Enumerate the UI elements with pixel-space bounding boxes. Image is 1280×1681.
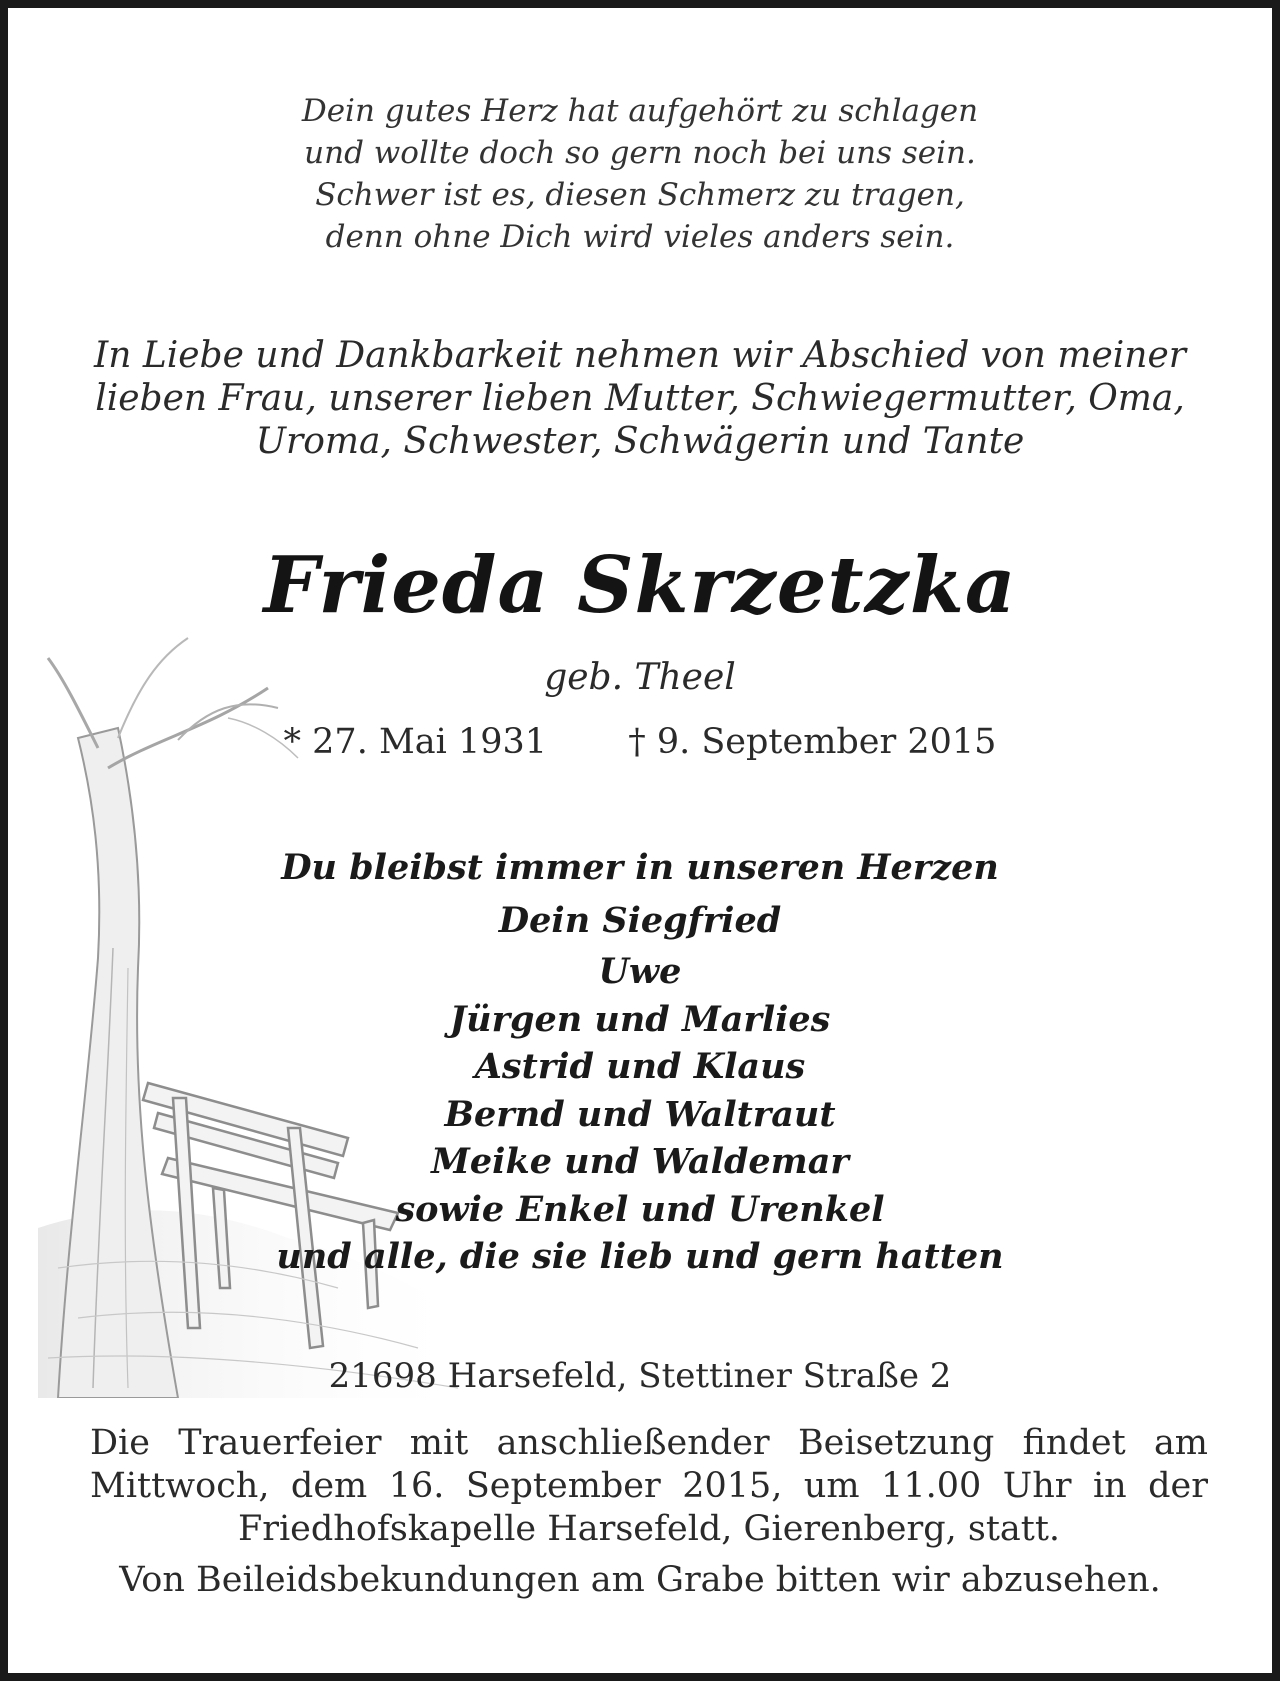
family-address: 21698 Harsefeld, Stettiner Straße 2 (328, 1356, 952, 1396)
deceased-name: Frieda Skrzetzka (263, 540, 1017, 631)
poem (8, 90, 1272, 258)
birth-date: * 27. Mai 1931 (283, 722, 548, 762)
life-dates (8, 720, 1272, 764)
intro-line: Uroma, Schwester, Schwägerin und Tante (255, 421, 1025, 462)
farewell-intro (8, 334, 1272, 463)
family-spouse: Dein Siegfried (498, 900, 782, 941)
family-member: Bernd und Waltraut (444, 1093, 836, 1135)
family-member: Jürgen und Marlies (449, 998, 831, 1040)
family-message: Du bleibst immer in unseren Herzen (281, 847, 999, 888)
intro-line: lieben Frau, unserer lieben Mutter, Schwiegermutter, Oma, (95, 378, 1185, 419)
poem-line: Dein gutes Herz hat aufgehört zu schlagen (301, 93, 979, 129)
poem-line: Schwer ist es, diesen Schmerz zu tragen, (315, 177, 965, 213)
intro-line: In Liebe und Dankbarkeit nehmen wir Abschied von meiner (93, 335, 1186, 376)
family-member: und alle, die sie lieb und gern hatten (276, 1236, 1004, 1277)
family-members (8, 948, 1272, 1281)
condolence-note: Von Beileidsbekundungen am Grabe bitten wir abzusehen. (119, 1560, 1161, 1600)
poem-line: denn ohne Dich wird vieles anders sein. (325, 219, 955, 255)
family-member: Uwe (598, 951, 682, 992)
family-member: Astrid und Klaus (474, 1046, 806, 1087)
birth-name: geb. Theel (544, 657, 736, 698)
death-date: † 9. September 2015 (628, 722, 997, 762)
funeral-details: Die Trauerfeier mit anschließender Beisetzung findet am Mittwoch, dem 16. September 2015, um 11.00 Uhr in der Friedhofskapelle Harsefeld, Gierenberg, statt. (90, 1423, 1208, 1549)
poem-line: und wollte doch so gern noch bei uns sein. (304, 135, 976, 171)
family-member: Meike und Waldemar (431, 1141, 849, 1182)
family-member: sowie Enkel und Urenkel (395, 1188, 885, 1230)
mourners-list (8, 842, 1272, 1281)
